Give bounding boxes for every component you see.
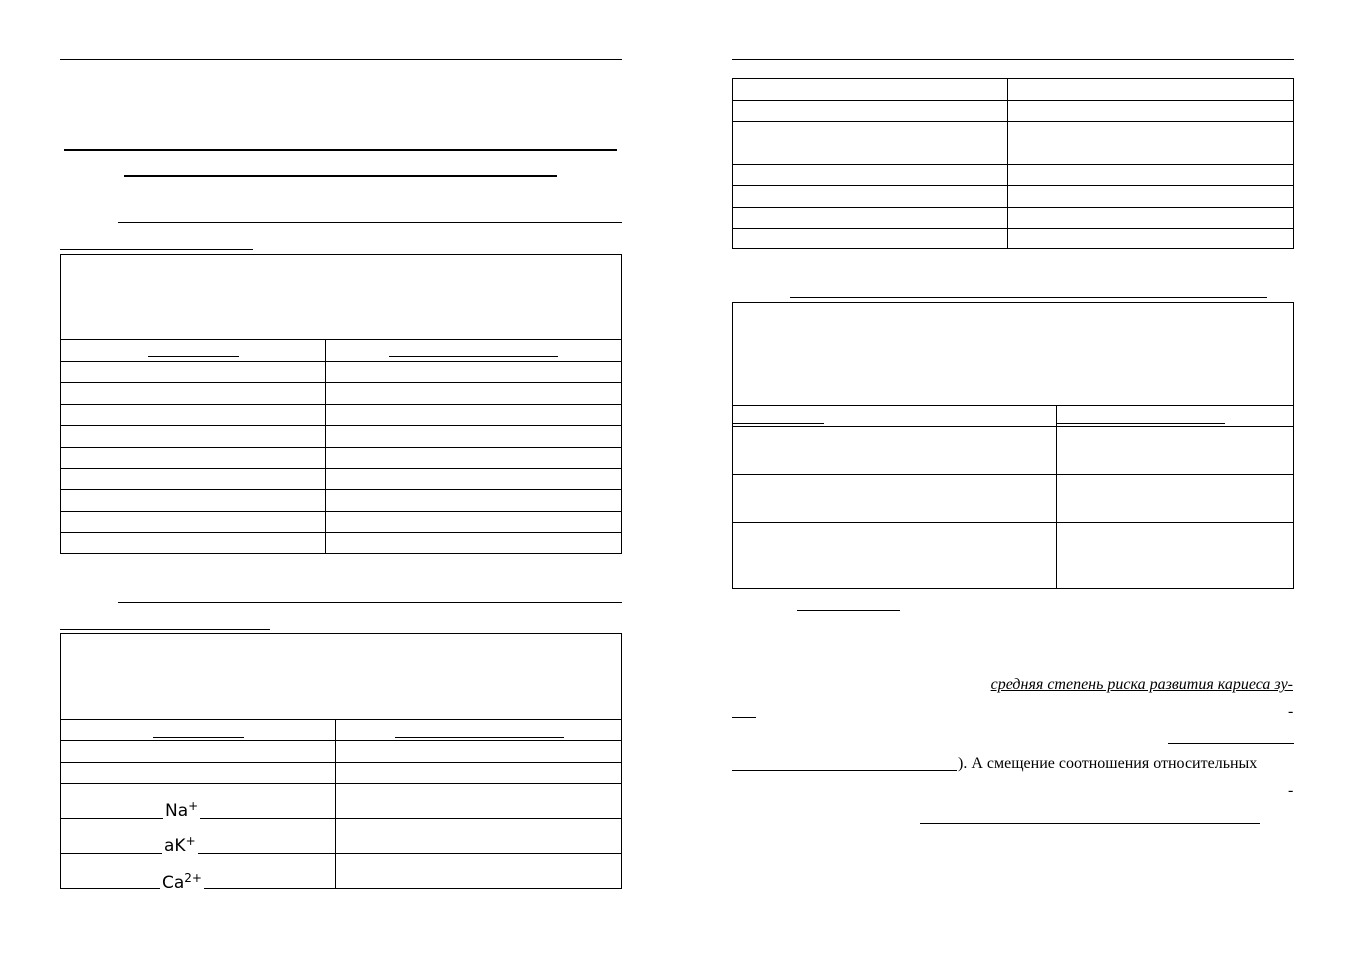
table-row-divider xyxy=(733,474,1293,475)
blank-line xyxy=(1168,743,1294,744)
column-header-underline xyxy=(1057,423,1225,424)
table-row-divider xyxy=(733,405,1293,406)
table-3 xyxy=(732,78,1294,249)
table-row-divider xyxy=(61,818,621,819)
table-4 xyxy=(732,302,1294,589)
blank-line xyxy=(797,610,900,611)
table-row-divider xyxy=(61,404,621,405)
table-row-divider xyxy=(61,425,621,426)
table-row-divider xyxy=(61,361,621,362)
heading-line-1 xyxy=(118,222,622,223)
table-row-divider xyxy=(61,382,621,383)
table-row-divider xyxy=(61,447,621,448)
ion-label: $Ca^{2+}$ xyxy=(160,868,204,893)
header-rule xyxy=(732,59,1294,60)
column-header-underline xyxy=(733,423,824,424)
ion-label: Na+ xyxy=(163,796,200,821)
heading-line-2b xyxy=(60,629,270,630)
table-row-divider xyxy=(733,164,1293,165)
heading-line-3 xyxy=(790,297,1267,298)
table-row-divider xyxy=(61,719,621,720)
risk-level-text: средняя степень риска развития кариеса зу- xyxy=(990,676,1293,693)
table-row-divider xyxy=(61,339,621,340)
header-rule xyxy=(60,59,622,60)
table-row-divider xyxy=(733,522,1293,523)
table-column-divider xyxy=(335,719,336,888)
column-header-underline xyxy=(395,737,564,738)
table-row-divider xyxy=(61,468,621,469)
table-2 xyxy=(60,633,622,893)
table-row-divider xyxy=(61,489,621,490)
table-row-divider xyxy=(733,185,1293,186)
table-row-divider xyxy=(61,783,621,784)
title-line-2 xyxy=(124,175,557,177)
table-row-divider xyxy=(733,121,1293,122)
hyphen-mark: - xyxy=(1288,703,1294,720)
column-header-underline xyxy=(153,737,244,738)
title-line-1 xyxy=(64,149,617,151)
column-header-underline xyxy=(148,356,239,357)
table-row-divider xyxy=(733,100,1293,101)
ratio-text: ). А смещение соотношения относительных xyxy=(958,755,1258,772)
hyphen-mark: - xyxy=(1288,782,1294,799)
ion-label: aK+ xyxy=(162,831,198,856)
table-row-divider xyxy=(61,511,621,512)
table-row-divider xyxy=(61,532,621,533)
table-column-divider xyxy=(325,339,326,553)
table-row-divider xyxy=(61,762,621,763)
table-row-divider xyxy=(733,228,1293,229)
table-row-divider xyxy=(61,853,621,854)
heading-line-2 xyxy=(118,602,622,603)
blank-line xyxy=(732,717,756,718)
heading-line-1b xyxy=(60,249,253,250)
blank-line xyxy=(920,823,1260,824)
table-row-divider xyxy=(733,426,1293,427)
table-row-divider xyxy=(733,207,1293,208)
blank-line xyxy=(732,770,957,771)
table-1 xyxy=(60,254,622,554)
table-row-divider xyxy=(61,740,621,741)
column-header-underline xyxy=(389,356,558,357)
table-column-divider xyxy=(1056,405,1057,588)
